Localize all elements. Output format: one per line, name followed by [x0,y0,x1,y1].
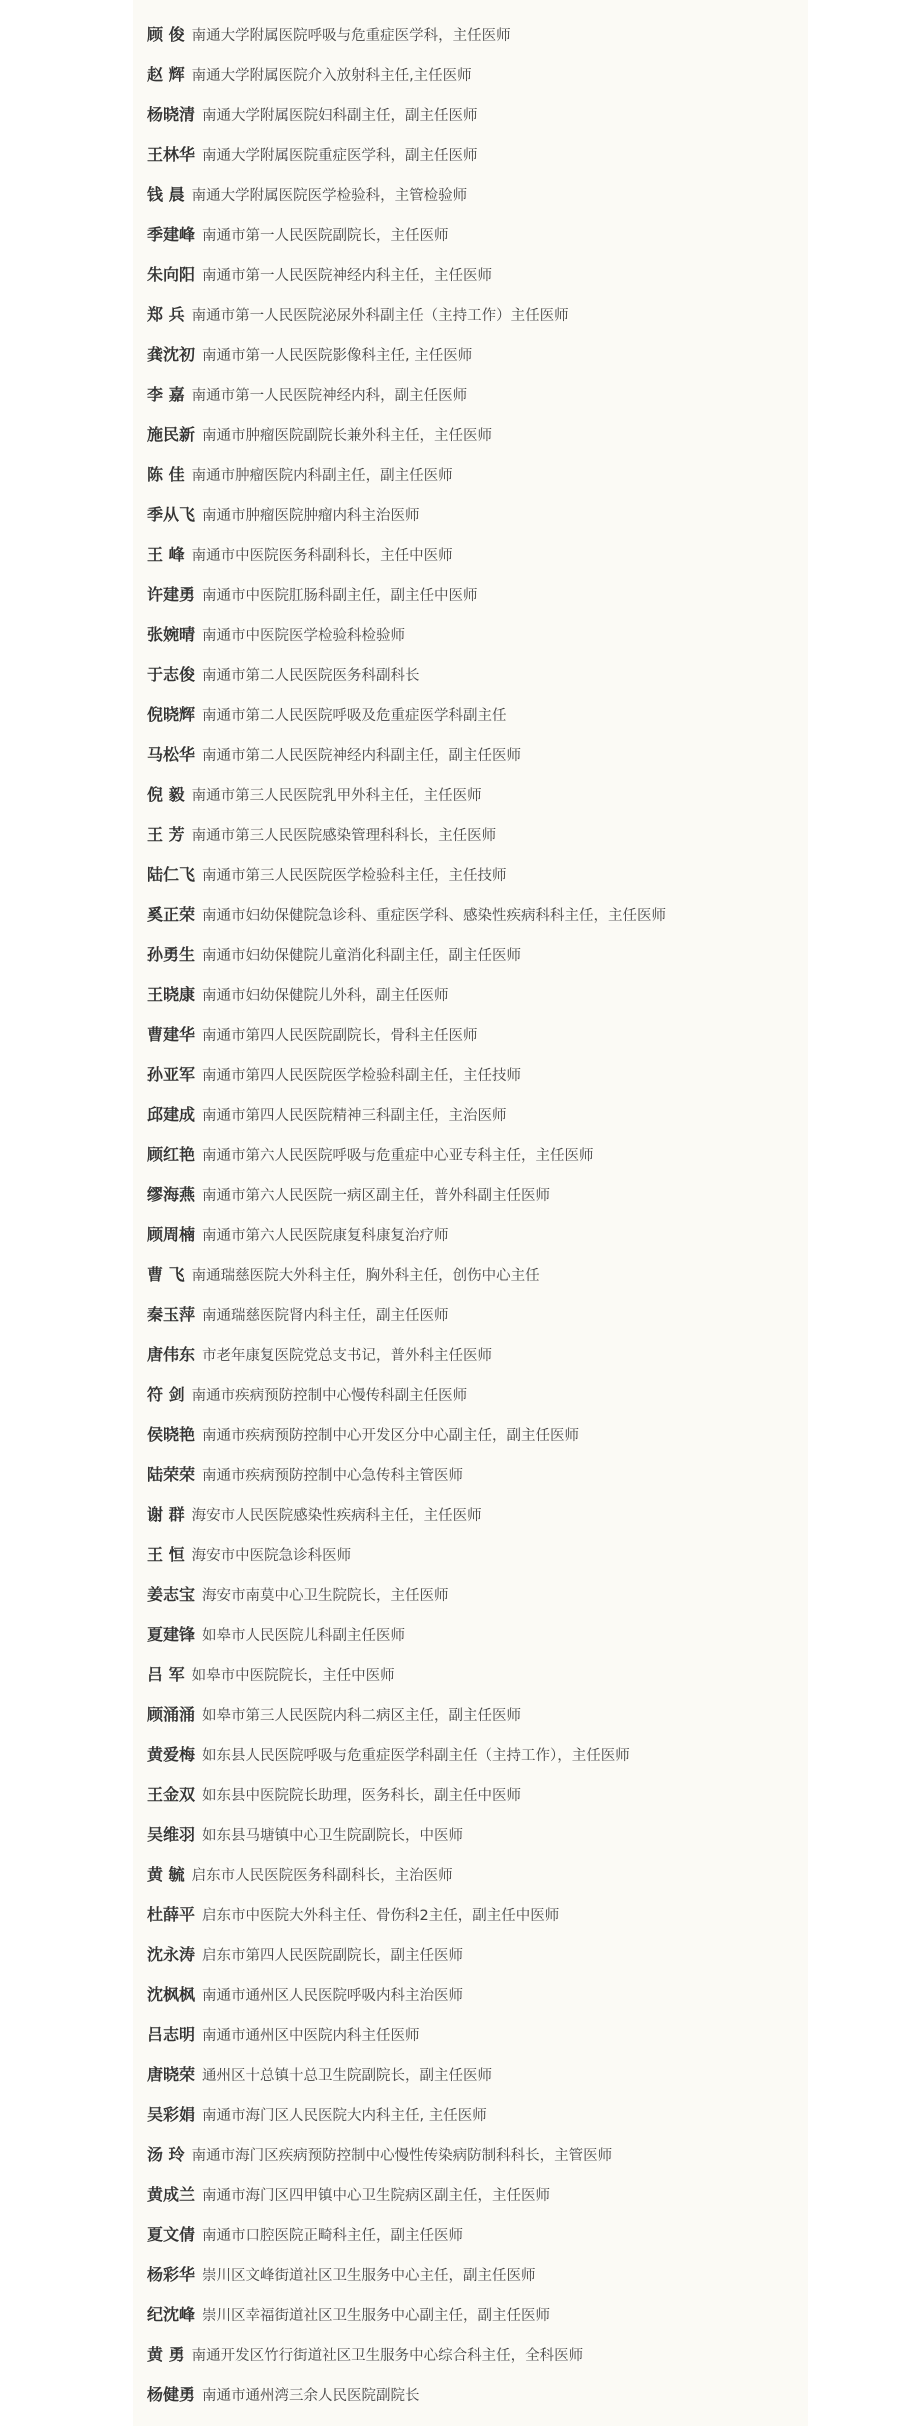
expert-title: 南通大学附属医院介入放射科主任,主任医师 [191,68,472,84]
expert-name: 季从飞 [147,505,196,524]
expert-name: 倪 毅 [147,785,185,804]
expert-title: 南通大学附属医院医学检验科，主管检验师 [191,188,468,204]
expert-title: 南通市通州区中医院内科主任医师 [202,2028,420,2044]
expert-title: 南通市肿瘤医院肿瘤内科主治医师 [202,508,420,524]
list-item [147,700,802,740]
expert-title: 南通市第一人民医院神经内科主任，主任医师 [202,268,493,284]
expert-name: 杨彩华 [147,2265,196,2284]
expert-name: 曹 飞 [147,1265,185,1284]
list-item [147,260,802,300]
expert-name: 秦玉萍 [147,1305,196,1324]
list-item [147,1660,802,1700]
expert-title: 南通瑞慈医院肾内科主任，副主任医师 [202,1308,449,1324]
expert-name: 顾周楠 [147,1225,196,1244]
expert-name: 陆荣荣 [147,1465,196,1484]
list-item [147,2220,802,2260]
list-item [147,940,802,980]
expert-title: 南通市海门区人民医院大内科主任, 主任医师 [202,2108,487,2124]
expert-name: 倪晓辉 [147,705,196,724]
expert-name: 夏建锋 [147,1625,196,1644]
expert-title: 南通市疾病预防控制中心急传科主管医师 [202,1468,464,1484]
expert-title: 南通市第四人民医院医学检验科副主任，主任技师 [202,1068,522,1084]
expert-title: 南通市通州湾三余人民医院副院长 [202,2388,420,2404]
expert-name: 黄成兰 [147,2185,196,2204]
list-item [147,420,802,460]
expert-name: 曹建华 [147,1025,196,1044]
expert-title: 南通市妇幼保健院儿童消化科副主任，副主任医师 [202,948,522,964]
expert-title: 南通市肿瘤医院内科副主任，副主任医师 [191,468,453,484]
expert-name: 姜志宝 [147,1585,196,1604]
list-item [147,780,802,820]
list-item [147,1060,802,1100]
list-item [147,860,802,900]
expert-title: 南通市肿瘤医院副院长兼外科主任，主任医师 [202,428,493,444]
list-item [147,1620,802,1660]
list-item [147,1020,802,1060]
expert-name: 孙亚军 [147,1065,196,1084]
list-item [147,1860,802,1900]
expert-title: 南通开发区竹行街道社区卫生服务中心综合科主任，全科医师 [191,2348,584,2364]
list-item [147,1740,802,1780]
expert-title: 启东市第四人民医院副院长，副主任医师 [202,1948,464,1964]
expert-name: 吴彩娟 [147,2105,196,2124]
expert-name: 孙勇生 [147,945,196,964]
expert-title: 南通市第一人民医院神经内科，副主任医师 [191,388,468,404]
expert-name: 王 芳 [147,825,185,844]
expert-title: 南通市海门区疾病预防控制中心慢性传染病防制科科长，主管医师 [191,2148,613,2164]
expert-title: 南通市海门区四甲镇中心卫生院病区副主任，主任医师 [202,2188,551,2204]
expert-title: 启东市中医院大外科主任、骨伤科2主任，副主任中医师 [202,1908,560,1924]
list-item [147,2020,802,2060]
expert-title: 南通市第一人民医院影像科主任, 主任医师 [202,348,473,364]
expert-title: 南通市第一人民医院副院长，主任医师 [202,228,449,244]
list-item [147,1180,802,1220]
expert-title: 市老年康复医院党总支书记，普外科主任医师 [202,1348,493,1364]
list-item [147,1300,802,1340]
expert-title: 如皋市中医院院长，主任中医师 [191,1668,395,1684]
list-item [147,1260,802,1300]
expert-title: 南通市第二人民医院神经内科副主任，副主任医师 [202,748,522,764]
expert-name: 顾红艳 [147,1145,196,1164]
expert-name: 王 峰 [147,545,185,564]
list-item [147,1500,802,1540]
expert-name: 汤 玲 [147,2145,185,2164]
expert-list [147,20,802,2420]
list-item [147,500,802,540]
expert-name: 王晓康 [147,985,196,1004]
expert-name: 王 恒 [147,1545,185,1564]
list-item [147,1780,802,1820]
list-item [147,2300,802,2340]
expert-name: 王林华 [147,145,196,164]
expert-name: 杨健勇 [147,2385,196,2404]
expert-title: 如东县中医院院长助理，医务科长，副主任中医师 [202,1788,522,1804]
expert-name: 郑 兵 [147,305,185,324]
list-item [147,1460,802,1500]
expert-name: 于志俊 [147,665,196,684]
expert-title: 南通大学附属医院重症医学科，副主任医师 [202,148,478,164]
expert-name: 符 剑 [147,1385,185,1404]
expert-title: 南通市第四人民医院副院长，骨科主任医师 [202,1028,478,1044]
expert-name: 王金双 [147,1785,196,1804]
list-item [147,1980,802,2020]
list-item [147,2380,802,2420]
list-item [147,1900,802,1940]
expert-title: 南通市口腔医院正畸科主任，副主任医师 [202,2228,464,2244]
expert-title: 南通市第三人民医院乳甲外科主任，主任医师 [191,788,482,804]
expert-name: 吕 军 [147,1665,185,1684]
expert-name: 钱 晨 [147,185,185,204]
list-item [147,2340,802,2380]
expert-title: 如东县马塘镇中心卫生院副院长，中医师 [202,1828,464,1844]
list-item [147,2140,802,2180]
expert-title: 南通市中医院医学检验科检验师 [202,628,406,644]
expert-name: 黄 毓 [147,1865,185,1884]
expert-name: 奚正荣 [147,905,196,924]
list-item [147,1340,802,1380]
expert-name: 邱建成 [147,1105,196,1124]
expert-title: 南通市妇幼保健院儿外科，副主任医师 [202,988,449,1004]
expert-title: 南通瑞慈医院大外科主任，胸外科主任，创伤中心主任 [191,1268,540,1284]
expert-title: 通州区十总镇十总卫生院副院长，副主任医师 [202,2068,493,2084]
list-item [147,300,802,340]
list-item [147,1700,802,1740]
list-item [147,980,802,1020]
list-item [147,60,802,100]
expert-name: 顾 俊 [147,25,185,44]
expert-title: 南通大学附属医院呼吸与危重症医学科，主任医师 [191,28,511,44]
expert-name: 陈 佳 [147,465,185,484]
expert-title: 南通大学附属医院妇科副主任，副主任医师 [202,108,478,124]
list-item [147,2180,802,2220]
expert-title: 南通市第二人民医院呼吸及危重症医学科副主任 [202,708,507,724]
list-item [147,1100,802,1140]
expert-name: 顾涌涌 [147,1705,196,1724]
expert-name: 缪海燕 [147,1185,196,1204]
expert-title: 南通市第三人民医院感染管理科科长，主任医师 [191,828,497,844]
expert-name: 季建峰 [147,225,196,244]
content-panel [133,0,808,2426]
expert-name: 唐晓荣 [147,2065,196,2084]
list-item [147,1220,802,1260]
expert-name: 施民新 [147,425,196,444]
expert-title: 启东市人民医院医务科副科长，主治医师 [191,1868,453,1884]
expert-name: 赵 辉 [147,65,185,84]
expert-name: 吴维羽 [147,1825,196,1844]
expert-title: 如东县人民医院呼吸与危重症医学科副主任（主持工作），主任医师 [202,1748,630,1764]
expert-name: 夏文倩 [147,2225,196,2244]
list-item [147,620,802,660]
list-item [147,1940,802,1980]
expert-title: 南通市疾病预防控制中心慢传科副主任医师 [191,1388,468,1404]
expert-title: 南通市第一人民医院泌尿外科副主任（主持工作）主任医师 [191,308,569,324]
expert-name: 马松华 [147,745,196,764]
list-item [147,140,802,180]
expert-title: 南通市第六人民医院呼吸与危重症中心亚专科主任，主任医师 [202,1148,594,1164]
expert-title: 南通市中医院肛肠科副主任，副主任中医师 [202,588,478,604]
expert-title: 南通市疾病预防控制中心开发区分中心副主任，副主任医师 [202,1428,580,1444]
list-item [147,2100,802,2140]
expert-name: 沈枫枫 [147,1985,196,2004]
list-item [147,900,802,940]
expert-name: 纪沈峰 [147,2305,196,2324]
list-item [147,340,802,380]
expert-title: 如皋市第三人民医院内科二病区主任，副主任医师 [202,1708,522,1724]
list-item [147,1540,802,1580]
expert-name: 陆仁飞 [147,865,196,884]
expert-name: 沈永涛 [147,1945,196,1964]
list-item [147,2260,802,2300]
list-item [147,460,802,500]
list-item [147,580,802,620]
list-item [147,1580,802,1620]
list-item [147,1820,802,1860]
expert-title: 南通市妇幼保健院急诊科、重症医学科、感染性疾病科科主任，主任医师 [202,908,667,924]
list-item [147,660,802,700]
list-item [147,1140,802,1180]
expert-name: 许建勇 [147,585,196,604]
expert-title: 南通市中医院医务科副科长，主任中医师 [191,548,453,564]
list-item [147,380,802,420]
list-item [147,1420,802,1460]
expert-title: 崇川区幸福街道社区卫生服务中心副主任，副主任医师 [202,2308,551,2324]
expert-title: 南通市第六人民医院康复科康复治疗师 [202,1228,449,1244]
expert-title: 南通市第四人民医院精神三科副主任，主治医师 [202,1108,507,1124]
expert-name: 杜薛平 [147,1905,196,1924]
expert-title: 海安市中医院急诊科医师 [191,1548,352,1564]
expert-name: 吕志明 [147,2025,196,2044]
list-item [147,1380,802,1420]
list-item [147,220,802,260]
list-item [147,100,802,140]
expert-name: 黄爱梅 [147,1745,196,1764]
list-item [147,20,802,60]
expert-title: 海安市南莫中心卫生院院长，主任医师 [202,1588,449,1604]
list-item [147,740,802,780]
expert-name: 杨晓清 [147,105,196,124]
expert-name: 李 嘉 [147,385,185,404]
expert-name: 张婉晴 [147,625,196,644]
expert-title: 南通市第六人民医院一病区副主任，普外科副主任医师 [202,1188,551,1204]
expert-title: 南通市通州区人民医院呼吸内科主治医师 [202,1988,464,2004]
expert-name: 黄 勇 [147,2345,185,2364]
expert-name: 朱向阳 [147,265,196,284]
expert-title: 南通市第二人民医院医务科副科长 [202,668,420,684]
expert-title: 海安市人民医院感染性疾病科主任，主任医师 [191,1508,482,1524]
list-item [147,540,802,580]
expert-title: 崇川区文峰街道社区卫生服务中心主任，副主任医师 [202,2268,536,2284]
list-item [147,180,802,220]
expert-name: 谢 群 [147,1505,185,1524]
expert-title: 南通市第三人民医院医学检验科主任，主任技师 [202,868,507,884]
expert-name: 龚沈初 [147,345,196,364]
expert-title: 如皋市人民医院儿科副主任医师 [202,1628,406,1644]
expert-name: 唐伟东 [147,1345,196,1364]
list-item [147,820,802,860]
expert-name: 侯晓艳 [147,1425,196,1444]
list-item [147,2060,802,2100]
